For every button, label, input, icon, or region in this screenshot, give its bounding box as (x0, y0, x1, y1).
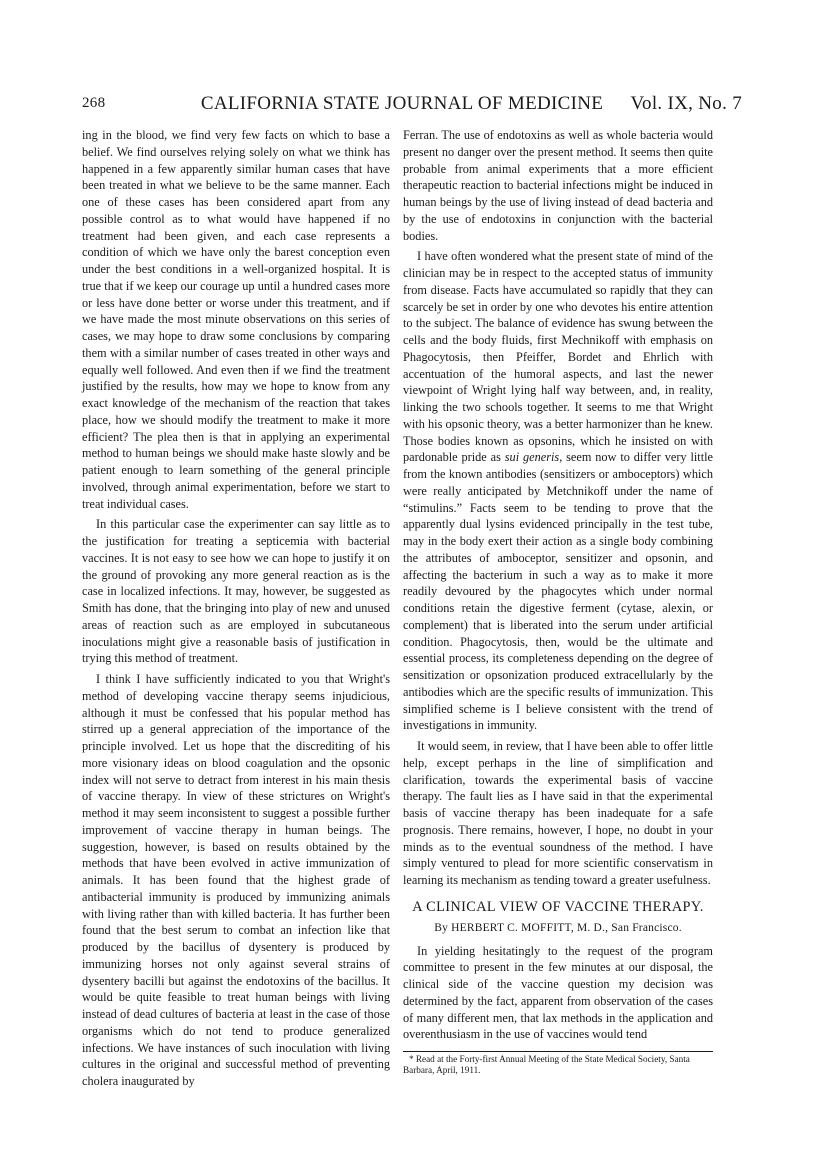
body-paragraph: In yielding hesitatingly to the request of the program committee to present in the few minutes at our disposal, the clinical side of the vaccine question my decision was determined by the fact, apparent from observation of the cases of many different men, that lax methods in the application and overenthusiasm in the use of vaccines would tend (403, 943, 713, 1042)
body-paragraph: Ferran. The use of endotoxins as well as whole bacteria would present no danger over the present method. It seems then quite probable from animal experiments that a more efficient therapeutic reaction to bacterial infections might be induced in human beings by the use of living instead of dead bacteria and by the use of endotoxins in conjunction with the bacterial bodies. (403, 128, 713, 243)
article-title: A CLINICAL VIEW OF VACCINE THERAPY. (412, 898, 704, 915)
volume-issue: Vol. IX, No. 7 (630, 93, 742, 114)
page-number: 268 (82, 95, 106, 111)
paragraph-text: seem now to differ very little from the known antibodies (sensitizers or amboceptors) which were really anticipated by Metchnikoff under the name of “stimulins.” Facts seem to be tending to prove that the apparently dual lysins evidenced principally in the test tube, may in the body exert their action as a single body combining the attributes of amboceptor, sensitizer and opsonin, and affecting the bacterium in such a way as to make it more readily devoured by the phagocytes which under normal conditions retain the digestive ferment (cytase, alexin, or complement) that is liberated into the serum under artificial condition. Phagocytosis, then, would be the ultimate and essential process, its completeness depending on the degree of sensitization or opsonization produced extracellularly by the antibodies which are the specific results of immunization. This simplified scheme is I believe consistent with the trend of investigations in immunity. (403, 450, 713, 733)
body-paragraph: In this particular case the experimenter can say little as to the justification for treating a septicemia with bacterial vaccines. It is not easy to see how we can hope to justify it on the ground of provoking any more general reaction as is the case in localized infections. It may, however, be suggested as Smith has done, that the bringing into play of new and unused areas of reaction such as are employed in subcutaneous inoculations might give a reasonable basis of justification in trying this method of treatment. (82, 517, 390, 666)
page-header (82, 93, 742, 117)
right-column (403, 127, 713, 1075)
body-paragraph: ing in the blood, we find very few facts on which to base a belief. We find ourselves relying solely on what we think has happened in a few apparently similar human cases that have been treated in what we believe to be the same manner. Each one of these cases has been considered apart from any possible control as to what would have happened if no treatment had been given, and each case represents a condition of which we have only the barest conception even under the best conditions in a well-organized hospital. It is true that if we keep our courage up until a hundred cases more or less have done better or worse under this treatment, and if we have made the most minute observations on this series of cases, we may hope to draw some conclusions by comparing them with a similar number of cases treated in other ways and equally well followed. And even then if we find the treatment justified by the results, how may we hope to know from any exact knowledge of the mechanism of the reaction that takes place, how we should modify the treatment to make it more efficient? The plea then is that in applying an experimental method to human beings we should make haste slowly and be patient enough to learn something of the general principle involved, through animal experimentation, before we start to treat individual cases. (82, 128, 390, 511)
italic-term: sui generis, (504, 450, 563, 465)
author-byline: By HERBERT C. MOFFITT, M. D., San Francisco. (434, 921, 682, 934)
paragraph-text: I have often wondered what the present state of mind of the clinician may be in respect to the accepted status of immunity from disease. Facts have accumulated so rapidly that they can scarcely be set in order by one who devotes his entire attention to the subject. The balance of evidence has swung between the cells and the body fluids, first Mechnikoff with emphasis on Phagocytosis, then Pfeiffer, Bordet and Ehrlich with accentuation of the humoral aspects, and last the newer viewpoint of Wright lying half way between, and, in reality, linking the two schools together. It seems to me that Wright with his opsonic theory, was a better harmonizer than he knew. Those bodies known as opsonins, which he insisted on with pardonable pride as (403, 249, 713, 465)
footnote: * Read at the Forty-first Annual Meeting of the State Medical Society, Santa Barbara, April, 1911. (403, 1054, 690, 1075)
body-paragraph: I think I have sufficiently indicated to you that Wright's method of developing vaccine therapy seems injudicious, although it must be confessed that his popular method has stirred up a general appreciation of the importance of the principle involved. Let us hope that the discrediting of his more visionary ideas on blood coagulation and the opsonic index will not serve to detract from interest in his main thesis of vaccine therapy. In view of these strictures on Wright's method it may seem inconsistent to suggest a possible further improvement of vaccine therapy in human beings. The suggestion, however, is based on results obtained by the methods that have been evolved in active immunization of animals. It has been found that the highest grade of antibacterial immunity is produced by immunizing animals with living rather than with killed bacteria. It has further been found that the best serum to combat an infection like that produced by the bacillus of dysentery is produced by immunizing horses not only against several strains of dysentery bacilli but against the endotoxins of the bacillus. It would be quite feasible to treat human beings with living instead of dead cultures of bacteria at least in the case of those organisms which do not tend to produce generalized infections. We have instances of such inoculation with living cultures in the original and successful method of preventing cholera inaugurated by (82, 672, 390, 1088)
body-paragraph: It would seem, in review, that I have been able to offer little help, except perhaps in the line of simplification and clarification, towards the experimental basis of vaccine therapy. The fault lies as I have said in that the experimental basis of vaccine therapy has been inadequate for a safe prognosis. There remains, however, I hope, no doubt in your minds as to the eventual soundness of the method. I have simply ventured to plead for more scientific conservatism in learning its mechanism as tending toward a greater usefulness. (403, 739, 713, 887)
journal-title: CALIFORNIA STATE JOURNAL OF MEDICINE (200, 93, 604, 114)
body-paragraph (403, 248, 713, 734)
footnote-divider (403, 1051, 713, 1052)
left-column (82, 127, 390, 1094)
